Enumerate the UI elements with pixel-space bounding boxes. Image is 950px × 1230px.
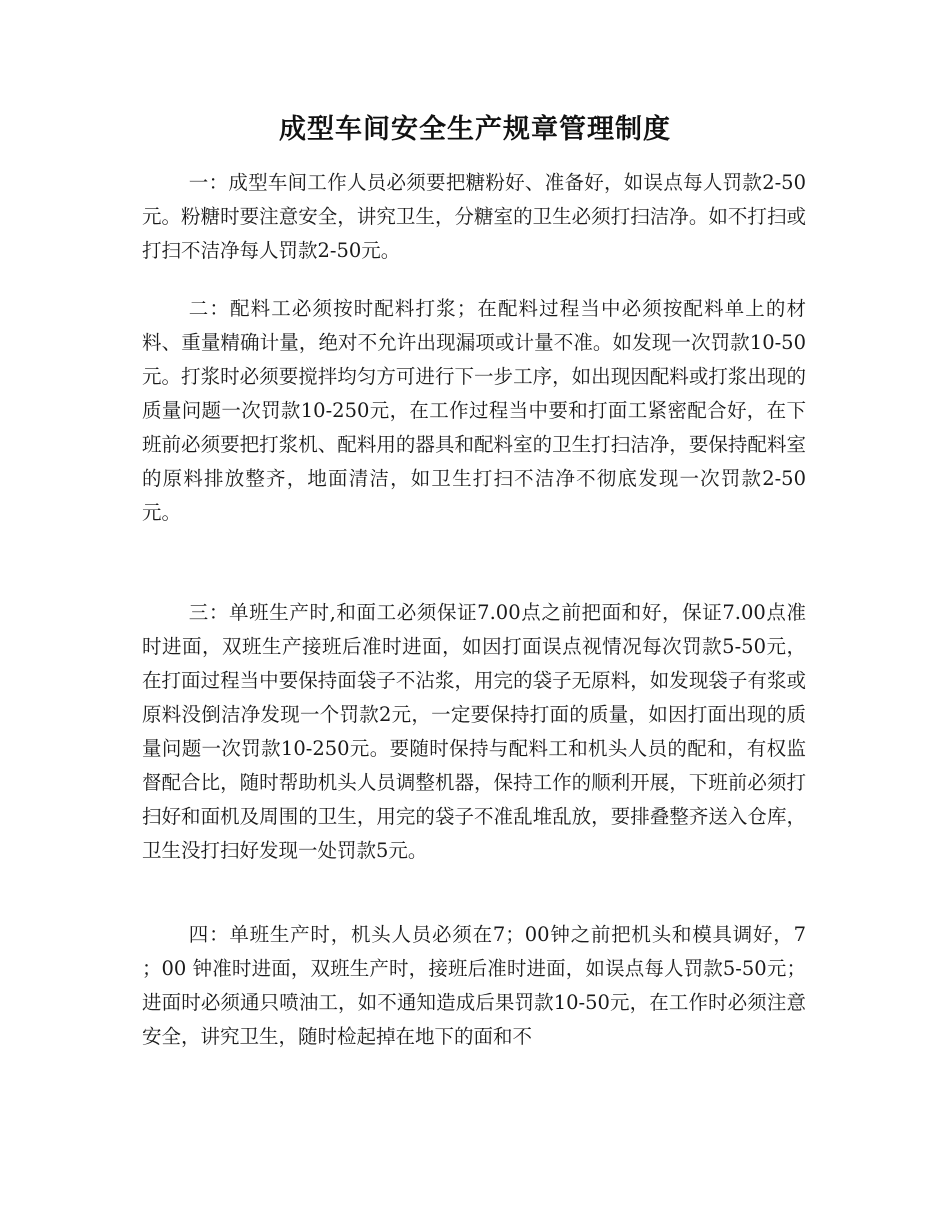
paragraph-2: 二：配料工必须按时配料打浆；在配料过程当中必须按配料单上的材料、重量精确计量，绝对不允许出现漏项或计量不准。如发现一次罚款10-50元。打浆时必须要搅拌均匀方可进行下一步工序，如出现因配料或打浆出现的质量问题一次罚款10-250元，在工作过程当中要和打面工紧密配合好，在下班前必须要把打浆机、配料用的器具和配料室的卫生打扫洁净，要保持配料室的原料排放整齐，地面清洁，如卫生打扫不洁净不彻底发现一次罚款2-50元。 — [142, 297, 806, 524]
document-title: 成型车间安全生产规章管理制度 — [279, 114, 671, 145]
paragraph-4: 四：单班生产时，机头人员必须在7；00钟之前把机头和模具调好，7 ；00 钟准时进面，双班生产时，接班后准时进面，如误点每人罚款5-50元；进面时必须通只喷油工，如不通知造成后果罚款10-50元，在工作时必须注意安全，讲究卫生，随时检起掉在地下的面和不 — [142, 923, 806, 1048]
paragraph-1: 一：成型车间工作人员必须要把糖粉好、准备好，如误点每人罚款2-50元。粉糖时要注意安全，讲究卫生，分糖室的卫生必须打扫洁净。如不打扫或打扫不洁净每人罚款2-50元。 — [142, 171, 806, 262]
paragraph-3: 三：单班生产时,和面工必须保证7.00点之前把面和好，保证7.00点准时进面，双班生产接班后准时进面，如因打面误点视情况每次罚款5-50元，在打面过程当中要保持面袋子不沾浆，用完的袋子无原料，如发现袋子有浆或原料没倒洁净发现一个罚款2元，一定要保持打面的质量，如因打面出现的质量问题一次罚款10-250元。要随时保持与配料工和机头人员的配和，有权监督配合比，随时帮助机头人员调整机器，保持工作的顺利开展，下班前必须打扫好和面机及周围的卫生，用完的袋子不准乱堆乱放，要排叠整齐送入仓库，卫生没打扫好发现一处罚款5元。 — [142, 601, 806, 862]
